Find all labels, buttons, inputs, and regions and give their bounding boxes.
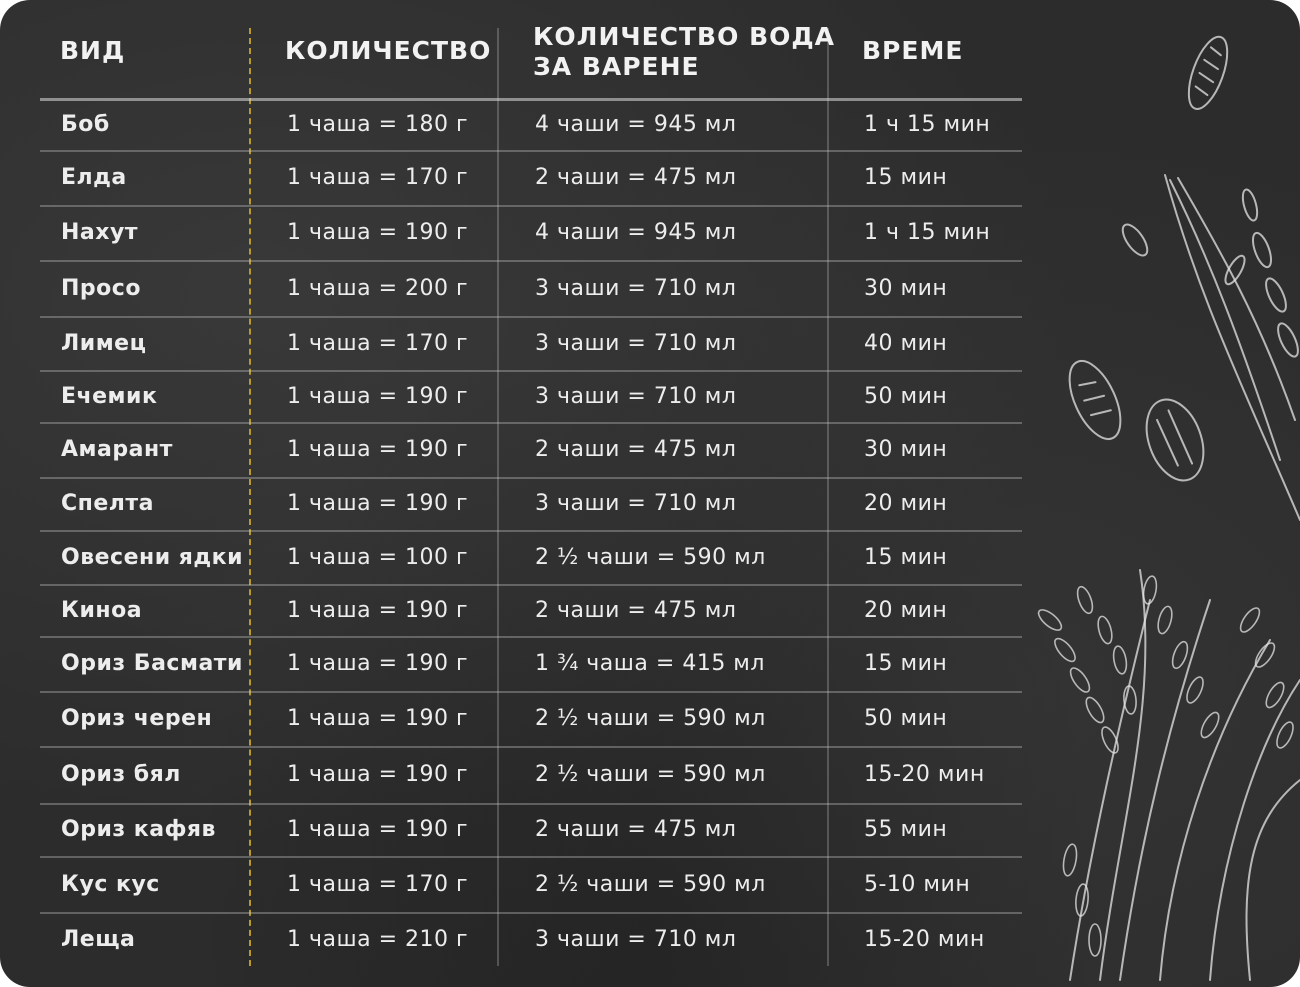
- table-header: [40, 0, 1022, 98]
- cell-water: 3 чаши = 710 мл: [535, 275, 737, 301]
- cell-water: 2 чаши = 475 мл: [535, 165, 737, 190]
- table-row: [40, 370, 1022, 422]
- cell-amount: 1 чаша = 190 г: [287, 597, 469, 623]
- cell-type: Ориз кафяв: [61, 817, 216, 842]
- cell-type: Леща: [61, 926, 136, 952]
- table-row: [40, 636, 1022, 691]
- cell-time: 15 мин: [864, 165, 948, 190]
- cell-amount: 1 чаша = 190 г: [287, 383, 469, 409]
- cell-amount: 1 чаша = 190 г: [287, 817, 469, 842]
- cell-type: Овесени ядки: [61, 544, 244, 570]
- cell-time: 15 мин: [864, 651, 948, 676]
- cell-amount: 1 чаша = 190 г: [287, 762, 469, 787]
- rice-grain-icon: [1181, 32, 1235, 114]
- cell-time: 50 мин: [864, 383, 948, 409]
- table-row: [40, 746, 1022, 803]
- cell-type: Ориз бял: [61, 762, 181, 787]
- cell-water: 2 ½ чаши = 590 мл: [535, 706, 766, 731]
- table-row: [40, 691, 1022, 746]
- table-row: [40, 584, 1022, 636]
- header-amount: КОЛИЧЕСТВО: [285, 36, 492, 65]
- cell-amount: 1 чаша = 190 г: [287, 651, 469, 676]
- cell-water: 4 чаши = 945 мл: [535, 111, 737, 137]
- cell-type: Ечемик: [61, 383, 158, 409]
- cell-time: 55 мин: [864, 817, 948, 842]
- cell-amount: 1 чаша = 190 г: [287, 220, 469, 245]
- header-water-line1: КОЛИЧЕСТВО ВОДА: [533, 22, 835, 51]
- header-time: ВРЕМЕ: [862, 36, 964, 65]
- cell-amount: 1 чаша = 210 г: [287, 926, 469, 952]
- table-row: [40, 150, 1022, 205]
- cell-water: 3 чаши = 710 мл: [535, 383, 737, 409]
- cell-type: Ориз черен: [61, 706, 213, 731]
- grain-illustration: [1010, 0, 1300, 987]
- table-row: [40, 856, 1022, 912]
- cell-water: 2 ½ чаши = 590 мл: [535, 544, 766, 570]
- cell-time: 30 мин: [864, 275, 948, 301]
- table-row: [40, 803, 1022, 856]
- cell-water: 4 чаши = 945 мл: [535, 220, 737, 245]
- header-water-line2: ЗА ВАРЕНЕ: [533, 52, 700, 81]
- table-row: [40, 530, 1022, 584]
- cell-type: Лимец: [61, 330, 147, 356]
- cell-amount: 1 чаша = 180 г: [287, 111, 469, 137]
- cell-time: 15-20 мин: [864, 762, 985, 787]
- cell-amount: 1 чаша = 170 г: [287, 165, 469, 190]
- header-water: [533, 22, 835, 82]
- table-row: [40, 98, 1022, 150]
- cell-water: 2 ½ чаши = 590 мл: [535, 871, 766, 897]
- rice-grain-icon: [1136, 392, 1214, 489]
- cell-type: Елда: [61, 165, 127, 190]
- grain-stalk: [1178, 178, 1295, 420]
- cell-amount: 1 чаша = 100 г: [287, 544, 469, 570]
- table-row: [40, 912, 1022, 966]
- cell-time: 40 мин: [864, 330, 948, 356]
- grain-leaf: [1100, 570, 1145, 980]
- cell-amount: 1 чаша = 190 г: [287, 491, 469, 516]
- cell-water: 2 чаши = 475 мл: [535, 437, 737, 462]
- cell-amount: 1 чаша = 190 г: [287, 437, 469, 462]
- cell-type: Спелта: [61, 491, 154, 516]
- rice-grain-icon: [1059, 353, 1131, 446]
- grain-leaf: [1165, 175, 1300, 520]
- cell-time: 15-20 мин: [864, 926, 985, 952]
- cell-time: 5-10 мин: [864, 871, 971, 897]
- grain-stalk: [1120, 600, 1210, 980]
- table-row: [40, 205, 1022, 260]
- header-type: ВИД: [60, 36, 126, 65]
- cell-amount: 1 чаша = 200 г: [287, 275, 469, 301]
- table-row: [40, 477, 1022, 530]
- table-row: [40, 422, 1022, 477]
- cell-type: Киноа: [61, 597, 143, 623]
- cell-time: 30 мин: [864, 437, 948, 462]
- cell-type: Нахут: [61, 220, 139, 245]
- cell-time: 1 ч 15 мин: [864, 220, 991, 245]
- table-row: [40, 260, 1022, 316]
- table-row: [40, 316, 1022, 370]
- cell-type: Кус кус: [61, 871, 160, 897]
- cell-amount: 1 чаша = 190 г: [287, 706, 469, 731]
- cell-time: 20 мин: [864, 597, 948, 623]
- cell-water: 3 чаши = 710 мл: [535, 330, 737, 356]
- cell-water: 2 чаши = 475 мл: [535, 817, 737, 842]
- grain-stalk: [1170, 180, 1280, 460]
- cell-amount: 1 чаша = 170 г: [287, 330, 469, 356]
- cell-water: 2 чаши = 475 мл: [535, 597, 737, 623]
- cell-type: Боб: [61, 111, 110, 137]
- cell-water: 1 ¾ чаша = 415 мл: [535, 651, 765, 676]
- grain-stalk: [1070, 600, 1150, 980]
- cell-type: Ориз Басмати: [61, 651, 243, 676]
- cell-water: 3 чаши = 710 мл: [535, 491, 737, 516]
- grain-leaf: [1247, 780, 1300, 980]
- cell-type: Просо: [61, 275, 141, 301]
- cell-water: 3 чаши = 710 мл: [535, 926, 737, 952]
- cell-time: 20 мин: [864, 491, 948, 516]
- cell-time: 15 мин: [864, 544, 948, 570]
- grain-leaf: [1210, 680, 1300, 980]
- cell-amount: 1 чаша = 170 г: [287, 871, 469, 897]
- cell-time: 1 ч 15 мин: [864, 111, 991, 137]
- rice-grain-icon: [1118, 221, 1152, 260]
- cell-time: 50 мин: [864, 706, 948, 731]
- cell-water: 2 ½ чаши = 590 мл: [535, 762, 766, 787]
- cell-type: Амарант: [61, 437, 173, 462]
